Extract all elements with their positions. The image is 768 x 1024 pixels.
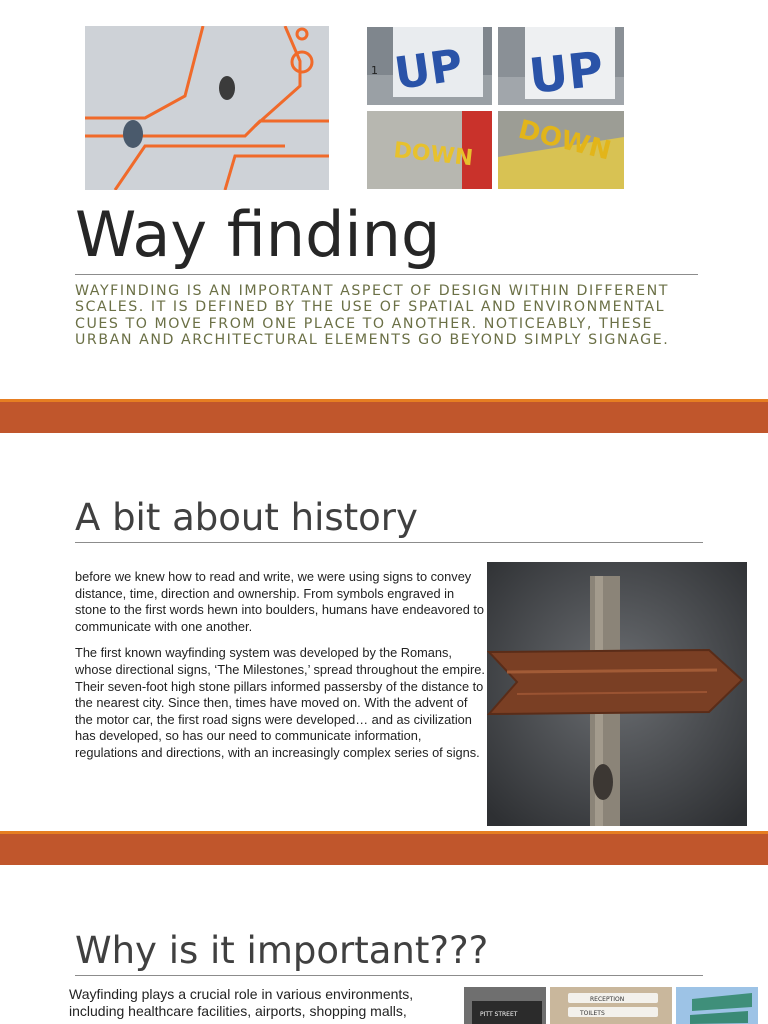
level-number: 1 bbox=[371, 64, 378, 77]
title-divider bbox=[75, 274, 698, 275]
reception-sign-label: RECEPTION bbox=[590, 996, 625, 1003]
up-sign-2: UP bbox=[526, 41, 607, 105]
history-paragraph-1: before we knew how to read and write, we were using signs to convey distance, time, direction and ownership. From symbols engraved in stone to the first words hewn into boulders, humans have endeavored to communicate with one another. bbox=[75, 569, 485, 634]
importance-divider bbox=[75, 975, 703, 976]
toilets-sign-label: TOILETS bbox=[580, 1010, 605, 1017]
parking-signs-collage bbox=[367, 27, 624, 189]
wayfinding-signs-collage bbox=[464, 987, 758, 1024]
page-title: Way finding bbox=[75, 198, 441, 271]
wooden-signpost-photo bbox=[487, 562, 747, 826]
intro-lead: WAYFINDING IS AN IMPORTANT ASPECT OF DESIGN WITHIN DIFFERENT SCALES. IT IS DEFINED BY THE USE OF SPATIAL AND ENVIRONMENTAL CUES TO MOVE FROM ONE PLACE TO ANOTHER. NOTICEABLY, THESE URBAN AND ARCHITECTURAL ELEMENTS GO BEYOND SIMPLY SIGNAGE. bbox=[75, 283, 670, 348]
section-band bbox=[0, 402, 768, 433]
history-text bbox=[75, 569, 487, 772]
importance-paragraph: Wayfinding plays a crucial role in various environments, including healthcare facilities, airports, shopping malls, bbox=[69, 986, 414, 1019]
street-sign-label: PITT STREET bbox=[480, 1011, 518, 1018]
history-heading: A bit about history bbox=[75, 496, 418, 539]
floor-lines-photo bbox=[85, 26, 329, 190]
down-sign-2: DOWN bbox=[515, 114, 614, 167]
history-paragraph-2: The first known wayfinding system was developed by the Romans, whose directional signs, ‘The Milestones,’ spread throughout the empire. Their seven-foot high stone pillars informed passersby of the distance to the nearest city. Since then, times have moved on. With the advent of the motor car, the first road signs were developed… and as civilization has developed, so has our need to communicate information, regulations and directions, with an increasingly complex series of signs. bbox=[75, 645, 485, 760]
section-band-2 bbox=[0, 834, 768, 865]
importance-heading: Why is it important??? bbox=[75, 929, 489, 972]
up-sign-1: UP bbox=[391, 39, 466, 100]
down-sign-1: DOWN bbox=[392, 138, 475, 172]
history-divider bbox=[75, 542, 703, 543]
